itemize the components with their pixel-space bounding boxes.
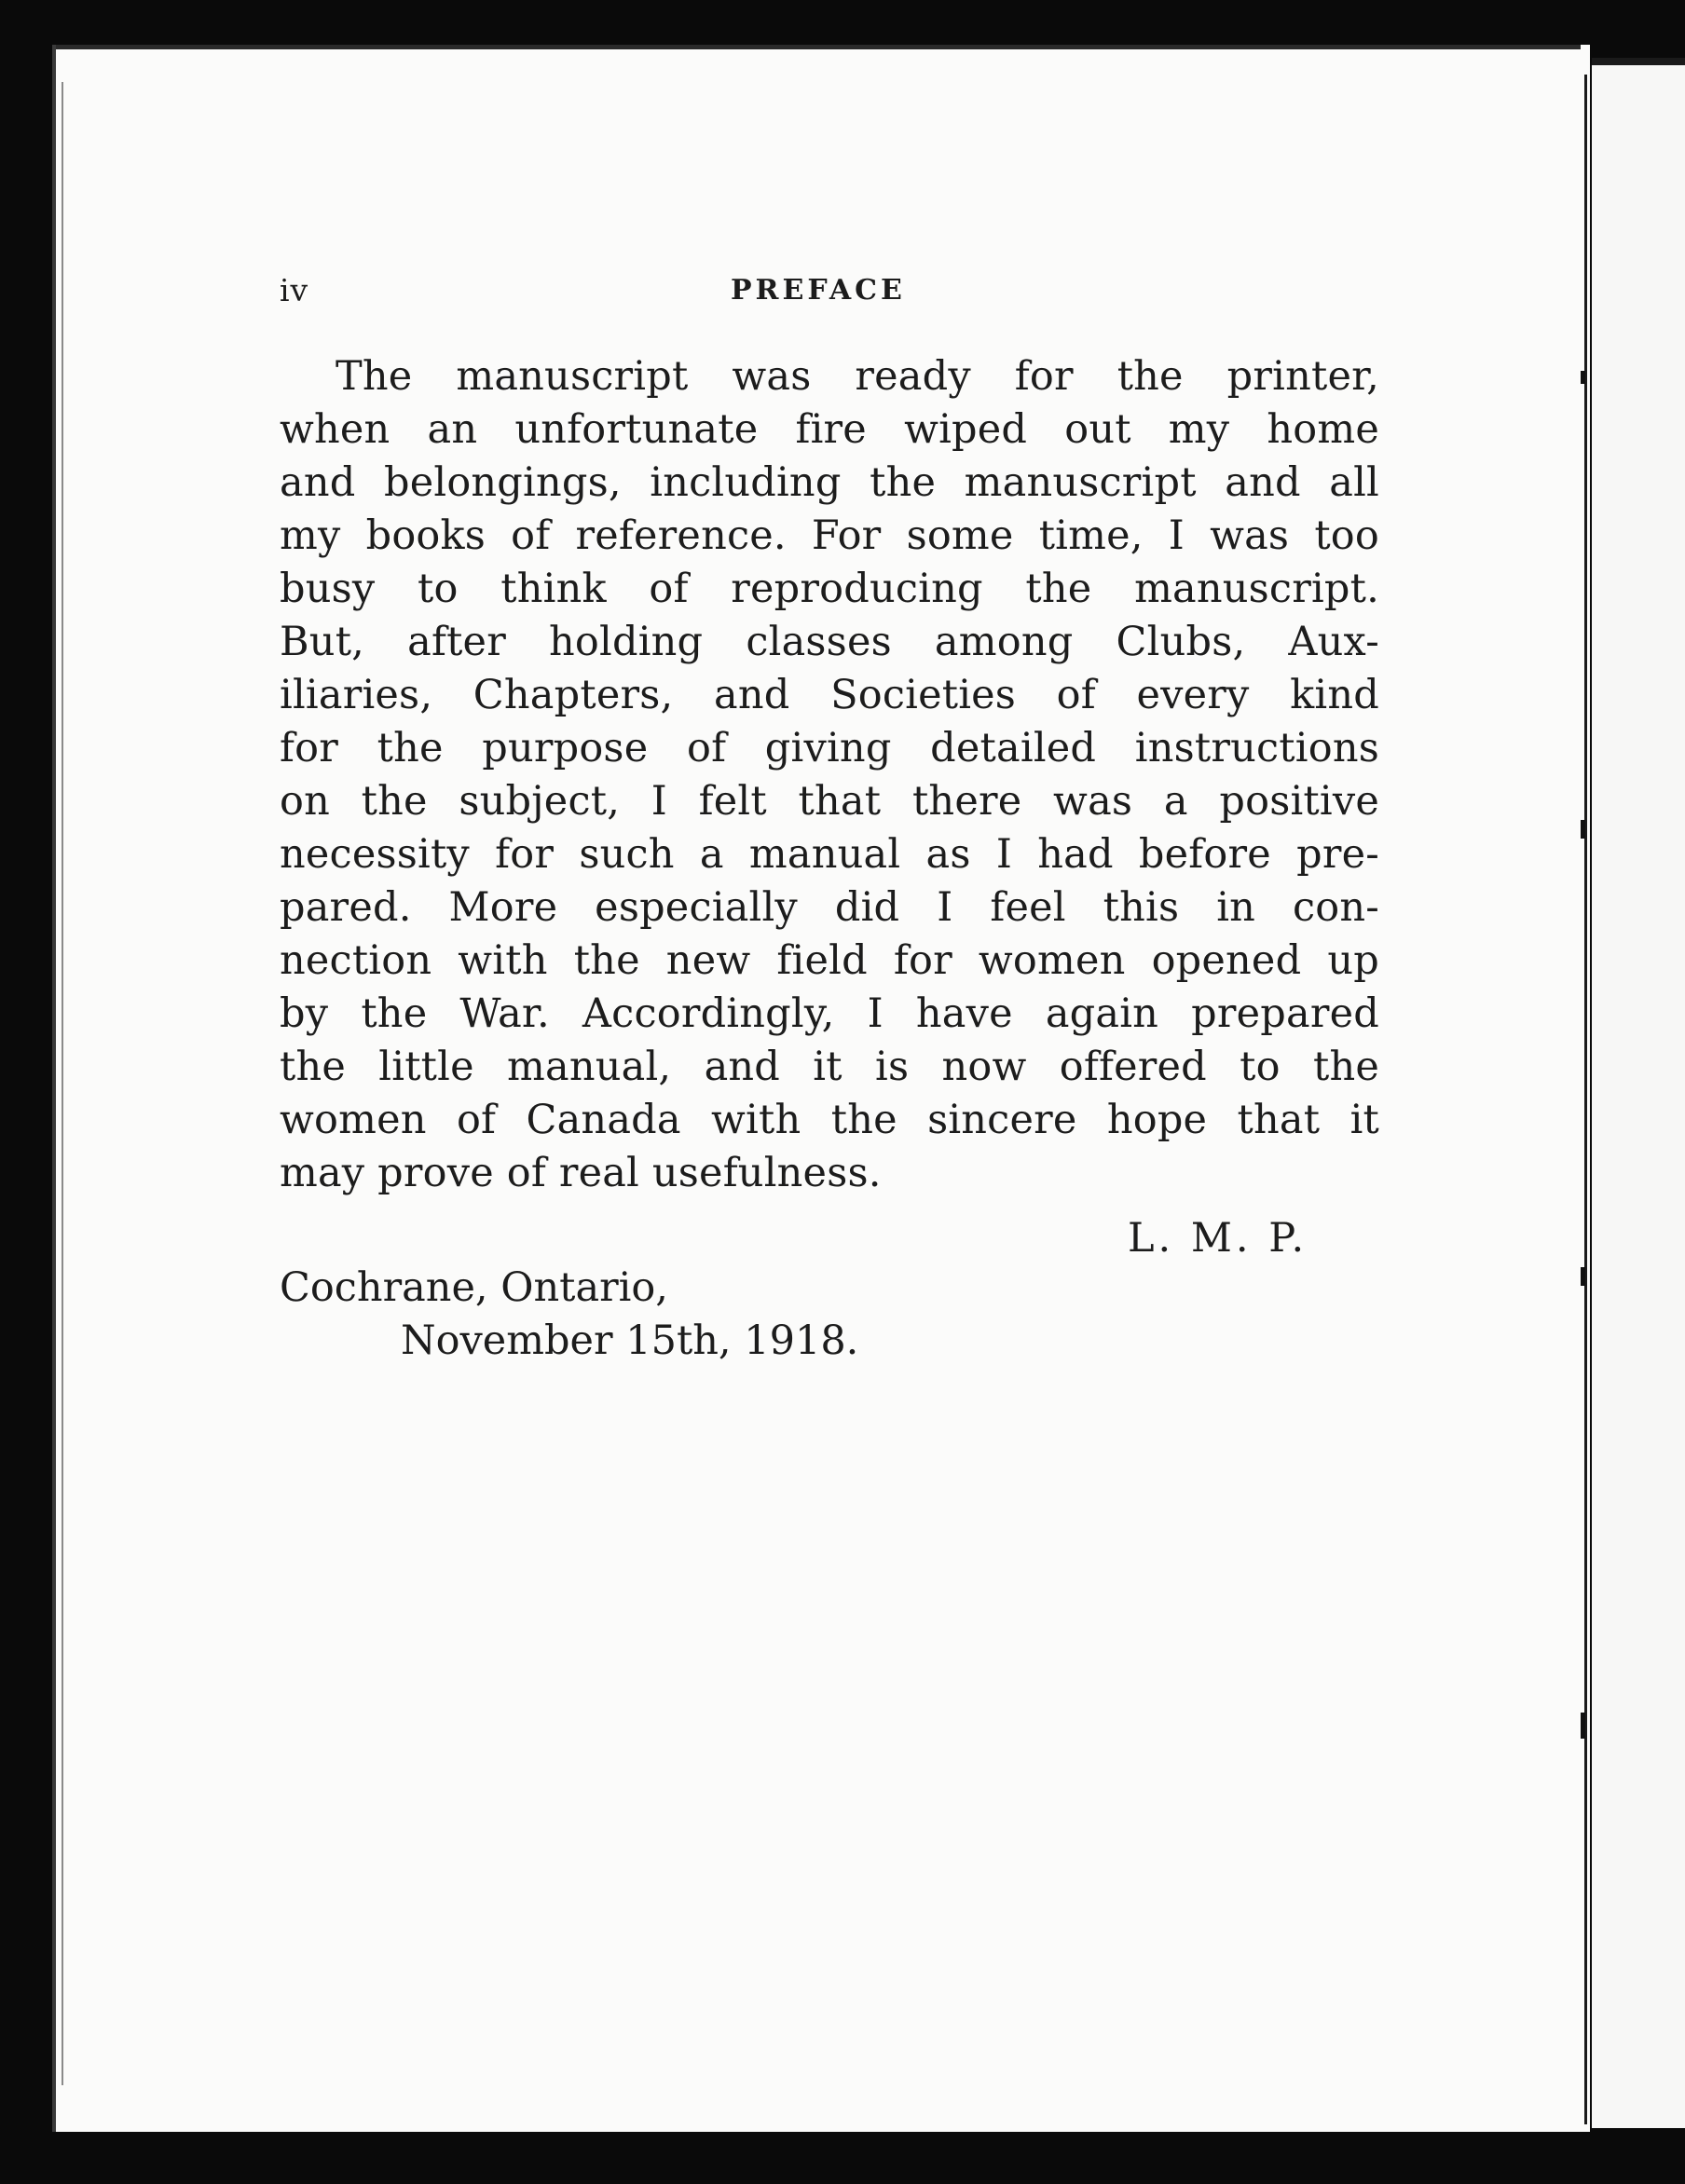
page-left-edge: [52, 45, 56, 2132]
text-line: and belongings, including the manuscript and all: [280, 459, 1379, 506]
text-line: nection with the new field for women opened up: [280, 937, 1379, 984]
text-line: by the War. Accordingly, I have again prepared: [280, 990, 1379, 1037]
text-line: The manuscript was ready for the printer,: [336, 353, 1379, 400]
text-line: necessity for such a manual as I had before pre-: [280, 831, 1379, 878]
text-line: for the purpose of giving detailed instructions: [280, 725, 1379, 771]
gutter-mark: [1581, 1713, 1585, 1739]
text-line: my books of reference. For some time, I was too: [280, 512, 1379, 559]
page-left-inner-edge: [62, 82, 63, 2085]
running-head: [280, 272, 941, 309]
preface-paragraph: [280, 350, 1379, 1200]
text-line: busy to think of reproducing the manuscript.: [280, 566, 1379, 612]
next-page-edge: [1592, 65, 1685, 2128]
text-line: the little manual, and it is now offered to the: [280, 1044, 1379, 1090]
page-top-edge: [52, 45, 1581, 49]
text-line: may prove of real usefulness.: [280, 1150, 882, 1196]
next-page-top-edge: [1592, 58, 1685, 65]
place-line: Cochrane, Ontario,: [280, 1264, 668, 1311]
gutter-mark: [1581, 371, 1585, 384]
page-number: iv: [280, 272, 309, 308]
text-line: But, after holding classes among Clubs, Aux-: [280, 619, 1379, 665]
author-initials: L. M. P.: [1128, 1215, 1308, 1262]
date-line: November 15th, 1918.: [401, 1317, 859, 1364]
text-line: women of Canada with the sincere hope that it: [280, 1097, 1379, 1143]
gutter-mark: [1581, 1267, 1585, 1286]
text-line: pared. More especially did I feel this in con-: [280, 884, 1379, 931]
gutter-mark: [1581, 820, 1585, 839]
text-line: when an unfortunate fire wiped out my home: [280, 406, 1379, 453]
text-line: iliaries, Chapters, and Societies of every kind: [280, 672, 1379, 718]
section-title: PREFACE: [731, 274, 906, 307]
text-line: on the subject, I felt that there was a positive: [280, 778, 1379, 825]
